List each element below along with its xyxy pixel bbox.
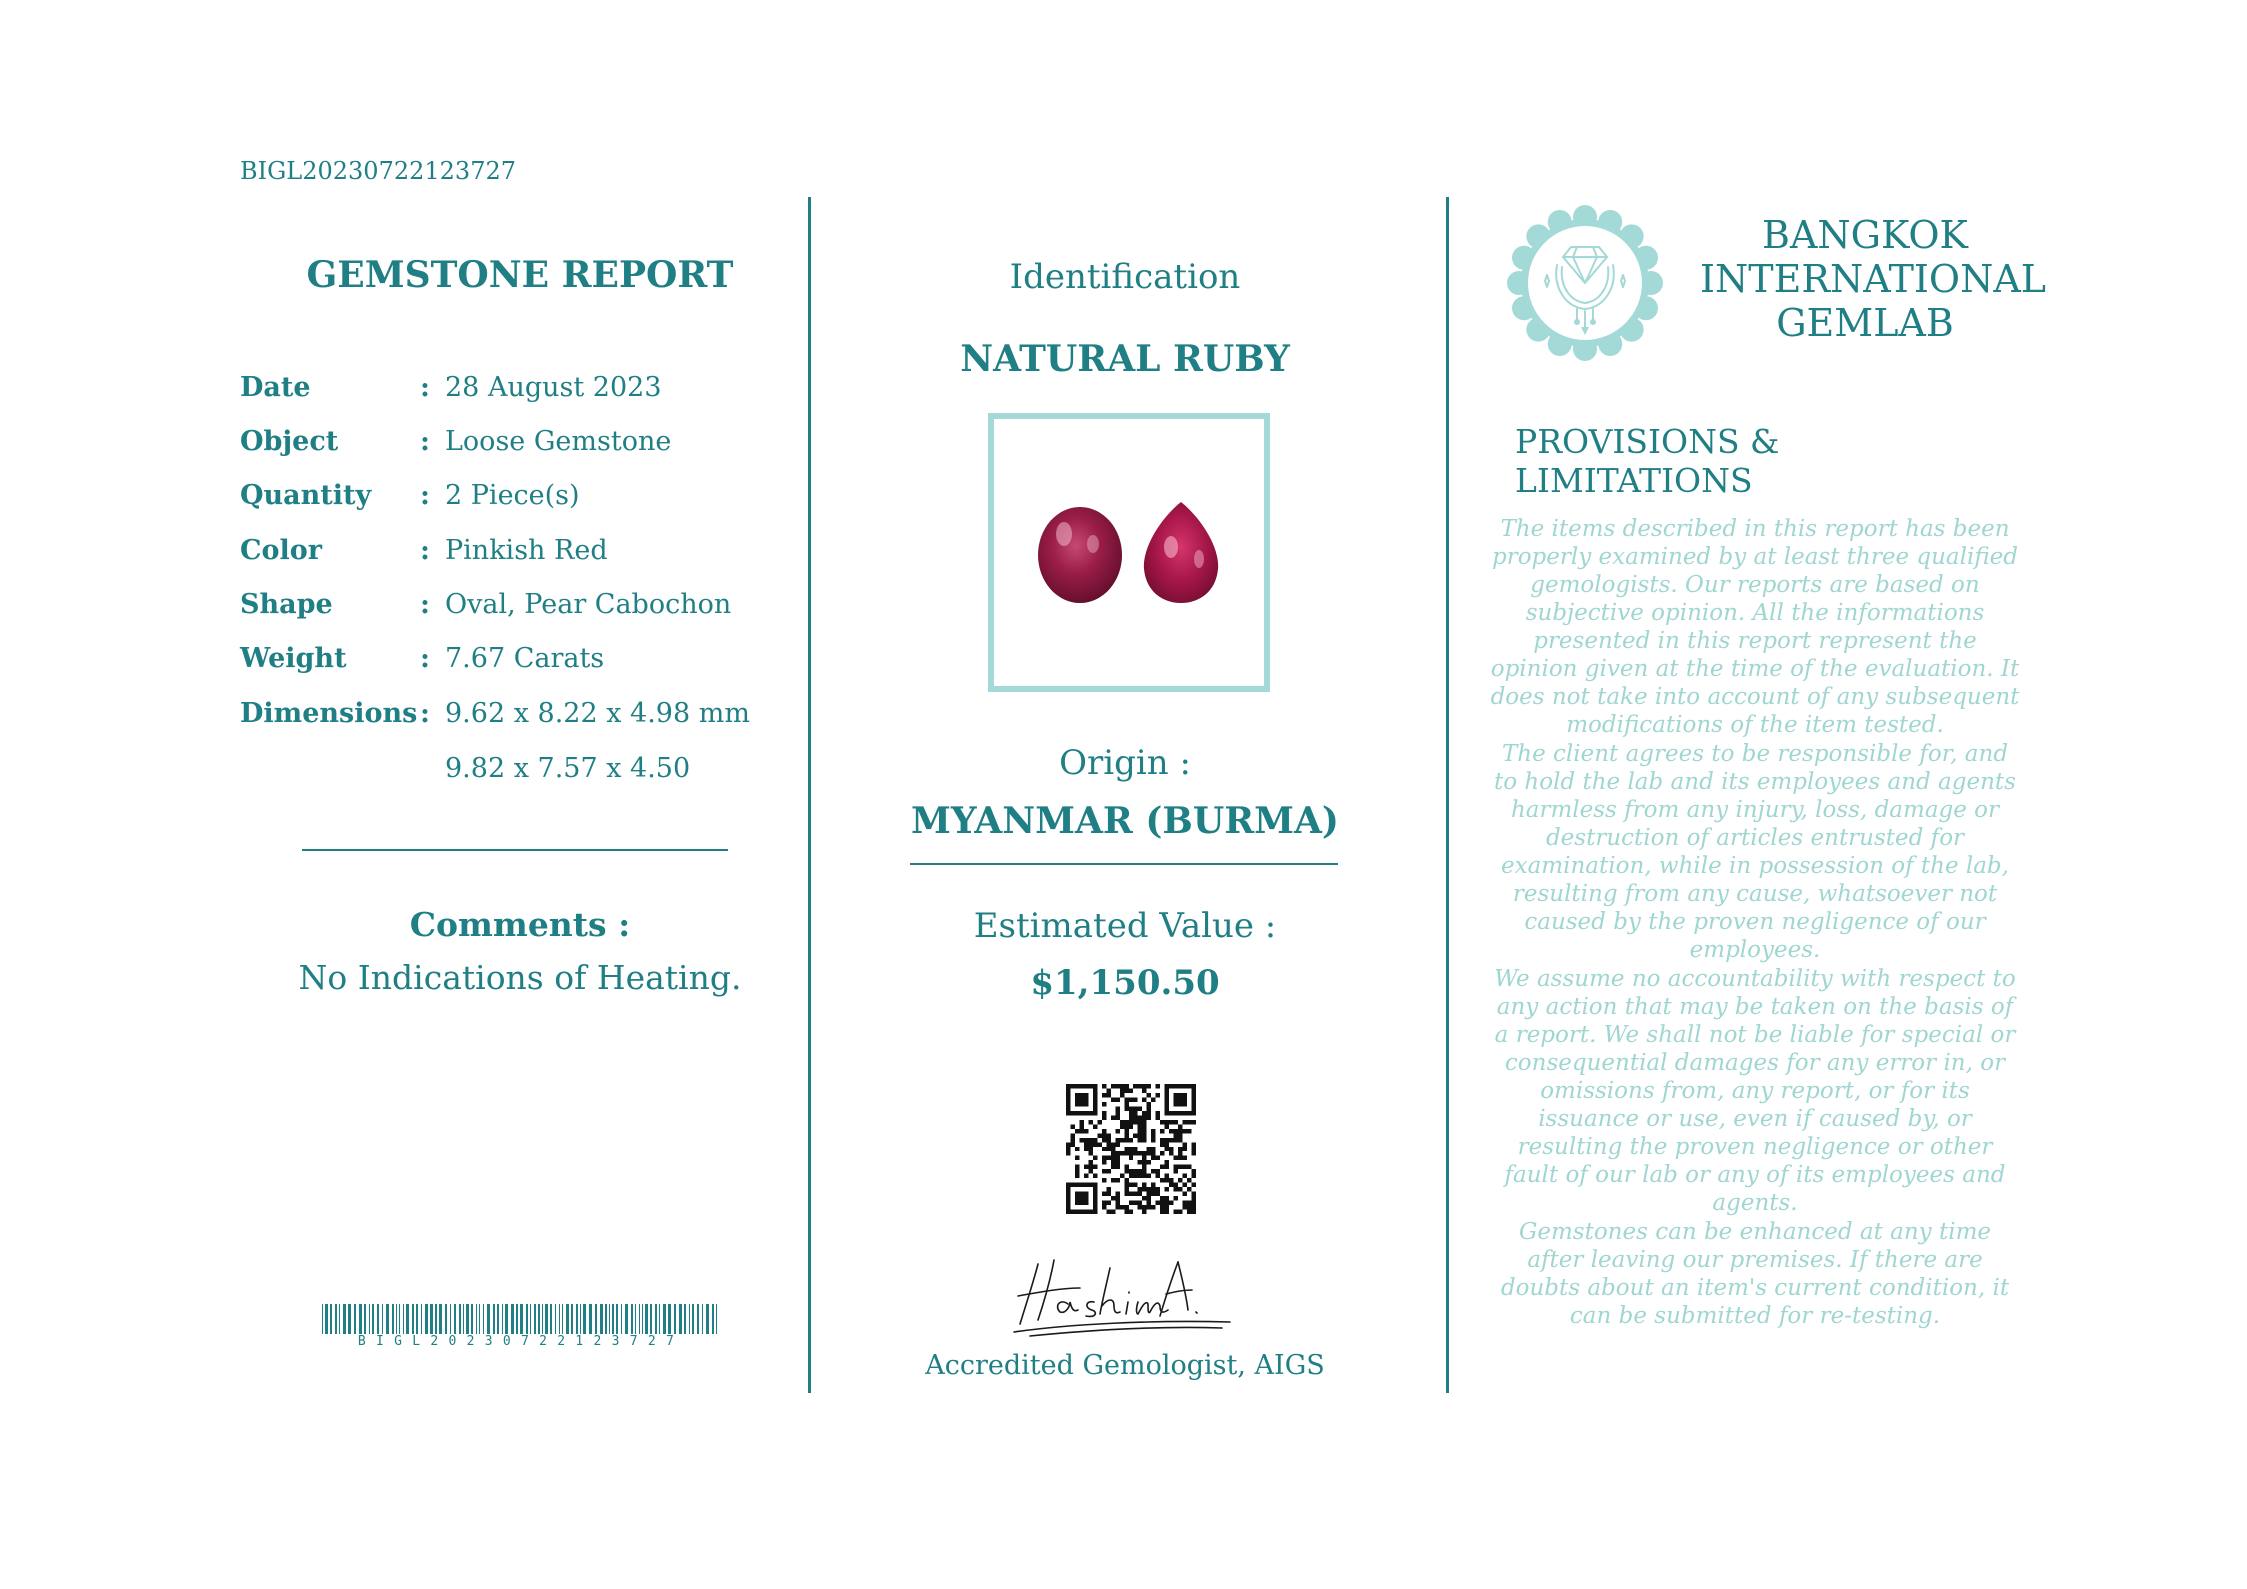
lab-seal bbox=[1505, 203, 1665, 363]
qr-code-icon bbox=[1066, 1084, 1196, 1214]
divider-left bbox=[808, 197, 811, 1393]
qr-code[interactable] bbox=[1066, 1084, 1196, 1214]
barcode bbox=[322, 1304, 720, 1352]
field-colon: : bbox=[420, 480, 430, 511]
origin-value: MYANMAR (BURMA) bbox=[911, 800, 1339, 842]
field-colon: : bbox=[420, 643, 430, 674]
field-label: Date bbox=[240, 372, 311, 403]
field-colon: : bbox=[420, 426, 430, 457]
barcode-icon bbox=[322, 1304, 720, 1336]
middle-divider-line bbox=[910, 863, 1338, 865]
comments-title: Comments : bbox=[409, 905, 631, 944]
gemstone-photo-frame bbox=[988, 413, 1270, 692]
field-value: Oval, Pear Cabochon bbox=[445, 589, 732, 620]
divider-right bbox=[1446, 197, 1449, 1393]
field-value: 9.82 x 7.57 x 4.50 bbox=[445, 753, 691, 784]
field-label: Dimensions bbox=[240, 698, 418, 729]
lab-name bbox=[1700, 213, 2047, 345]
field-colon: : bbox=[420, 535, 430, 566]
provisions-title: PROVISIONS & LIMITATIONS bbox=[1515, 422, 1780, 500]
field-value: Pinkish Red bbox=[445, 535, 608, 566]
provision-paragraph: Gemstones can be enhanced at any time after leaving our premises. If there are doubts about an item's current condition, it can be submitted for re-testing. bbox=[1500, 1219, 2010, 1329]
lab-name-line: GEMLAB bbox=[1776, 301, 1954, 345]
field-value: 2 Piece(s) bbox=[445, 480, 580, 511]
field-value: 9.62 x 8.22 x 4.98 mm bbox=[445, 698, 750, 729]
report-title: GEMSTONE REPORT bbox=[306, 254, 734, 296]
comments-text: No Indications of Heating. bbox=[298, 958, 742, 997]
field-colon: : bbox=[420, 372, 430, 403]
field-colon: : bbox=[420, 589, 430, 620]
field-label: Shape bbox=[240, 589, 333, 620]
provision-paragraph: We assume no accountability with respect to any action that may be taken on the basis of a report. We shall not be liable for special or consequential damages for any error in, or omissions from, any report, or for its issuance or use, even if caused by, or resulting the proven negligence or other fault of our lab or any of its employees and agents. bbox=[1494, 966, 2016, 1216]
field-label: Object bbox=[240, 426, 339, 457]
ruby-gemstones-image bbox=[994, 419, 1264, 686]
estimated-value-amount: $1,150.50 bbox=[1030, 963, 1220, 1003]
field-value: 28 August 2023 bbox=[445, 372, 662, 403]
field-value: 7.67 Carats bbox=[445, 643, 605, 674]
field-value: Loose Gemstone bbox=[445, 426, 672, 457]
field-label: Weight bbox=[240, 643, 347, 674]
lab-name-line: BANGKOK bbox=[1762, 213, 1968, 257]
provision-paragraph: The items described in this report has been properly examined by at least three qualified gemologists. Our reports are based on subjective opinion. All the informations presented in this report represent the opinion given at the time of the evaluation. It does not take into account of any subsequent modifications of the item tested. bbox=[1490, 516, 2020, 738]
field-label: Color bbox=[240, 535, 322, 566]
gemologist-credential: Accredited Gemologist, AIGS bbox=[925, 1350, 1325, 1381]
signature-image bbox=[1010, 1258, 1250, 1338]
identification-value: NATURAL RUBY bbox=[960, 338, 1290, 380]
lab-name-line: INTERNATIONAL bbox=[1700, 257, 2047, 301]
gemlab-seal-icon bbox=[1505, 203, 1665, 363]
field-label: Quantity bbox=[240, 480, 372, 511]
signature bbox=[1010, 1258, 1250, 1338]
barcode-text: BIGL20230722123727 bbox=[357, 1334, 685, 1349]
left-divider-line bbox=[302, 849, 728, 851]
report-id: BIGL20230722123727 bbox=[240, 157, 516, 185]
provision-paragraph: The client agrees to be responsible for, and to hold the lab and its employees and agents harmless from any injury, loss, damage or destruction of articles entrusted for examination, while in possession of the lab, resulting from any cause, whatsoever not caused by the proven negligence of our employees. bbox=[1494, 741, 2016, 963]
identification-label: Identification bbox=[1009, 257, 1241, 297]
field-colon: : bbox=[420, 698, 430, 729]
origin-label: Origin : bbox=[1059, 743, 1191, 783]
estimated-value-label: Estimated Value : bbox=[973, 906, 1277, 946]
